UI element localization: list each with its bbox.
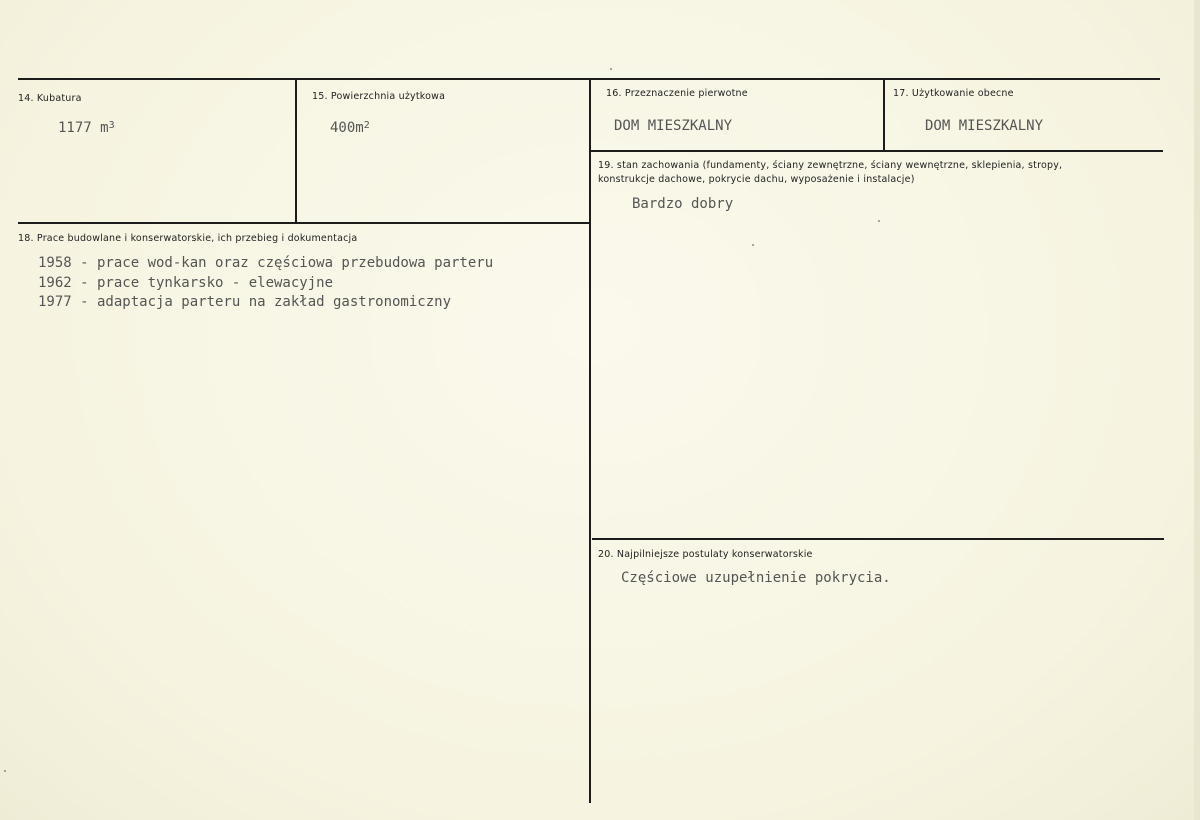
field-20-value: Częściowe uzupełnienie pokrycia. [621,570,891,586]
field-18-entries [38,254,493,313]
field-15-label: 15. Powierzchnia użytkowa [312,91,446,102]
work-entry: 1962 - prace tynkarsko - elewacyjne [38,274,334,291]
field-19-value: Bardzo dobry [632,196,734,212]
field-19-label-line1: 19. stan zachowania (fundamenty, ściany zewnętrzne, ściany wewnętrzne, sklepienia, stropy, [598,160,1063,171]
rule-under-14-15 [18,222,589,224]
divider-14-15 [295,80,297,223]
paper-speck [878,220,880,222]
work-entry: 1977 - adaptacja parteru na zakład gastronomiczny [38,294,452,310]
field-17-value: DOM MIESZKALNY [925,118,1044,134]
field-15-value: $400m^2$ [330,120,370,136]
work-entry: 1958 - prace wod-kan oraz częściowa przebudowa parteru [38,255,494,271]
main-divider [589,80,591,803]
paper-speck [4,770,6,772]
field-16-label: 16. Przeznaczenie pierwotne [606,88,748,99]
field-14-value: 1177 $m^3$ [58,120,115,136]
paper-speck [610,68,612,70]
field-20-label: 20. Najpilniejsze postulaty konserwatorskie [598,549,813,560]
rule-under-19 [592,538,1164,540]
field-18-label: 18. Prace budowlane i konserwatorskie, ich przebieg i dokumentacja [18,233,358,244]
field-19-label-line2: konstrukcje dachowe, pokrycie dachu, wyposażenie i instalacje) [598,174,915,185]
paper-speck [752,244,754,246]
rule-under-16-17 [590,150,1163,152]
field-14-label: 14. Kubatura [18,93,82,104]
divider-16-17 [883,80,885,152]
field-17-label: 17. Użytkowanie obecne [893,88,1014,99]
field-16-value: DOM MIESZKALNY [614,118,733,134]
